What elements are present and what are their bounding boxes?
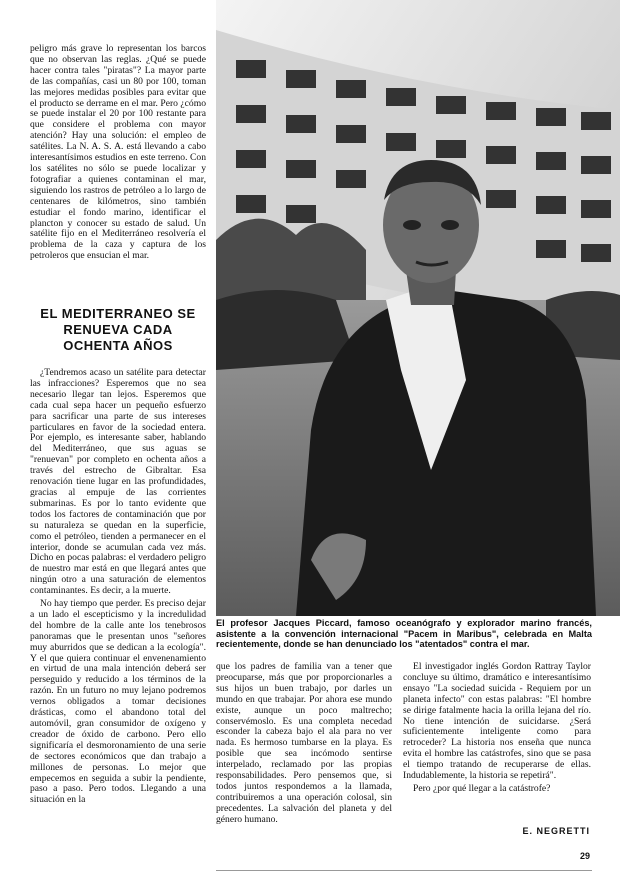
article-column-middle — [216, 662, 392, 862]
portrait-photo — [216, 0, 620, 616]
article-paragraph: El investigador inglés Gordon Rattray Taylor concluye su último, dramático e interesantísimo ensayo "La sociedad suicida - Requiem por un planeta infecto" con estas palabras: "El hombre se dirige fatalmente hacia la orilla lejana del río. No tiene intención de suicidarse. ¿Será suficientemente inteligente como para retroceder? La historia nos enseña que nunca evita el hombre las catástrofes, sino que se pasa el tiempo tratando de recuperarse de ellas. Indudablemente, la historia se repetirá". — [403, 662, 591, 782]
photo-caption: El profesor Jacques Piccard, famoso oceanógrafo y explorador marino francés, asistente a la convención internacional "Pacem in Maribus", celebrada en Malta recientemente, donde se han denunciado los "atentados" contra el mar. — [216, 618, 592, 650]
article-column-left-top — [30, 44, 206, 282]
article-paragraph: peligro más grave lo representan los barcos que no observan las reglas. ¿Qué se puede hacer contra tales "piratas"? La mayor parte de las compañías, casi un 80 por 100, toman las mejores medidas posibles para evitar que el producto se derrame en el mar. Pero ¿cómo se puede instalar el 20 por 100 restante para que considere el problema con mayor atención? Hay una solución: el empleo de satélites. La N. A. S. A. está llevando a cabo interesantísimos estudios en este terreno. Con los satélites no sólo se puede localizar y fotografiar a quienes contaminan el mar, siguiendo los rastros de petróleo a lo largo de centenares de kilómetros, sino también estudiar el fondo marino, identificar el plancton y conocer su estado de salud. Un satélite fijo en el Mediterráneo resolvería el problema de la caza y captura de los petroleros que ensucian el mar. — [30, 44, 206, 262]
article-column-right — [403, 662, 591, 822]
photo-portrait-icon — [216, 0, 620, 616]
footer-divider — [216, 870, 592, 871]
article-paragraph: que los padres de familia van a tener que preocuparse, más que por proporcionarles a sus hijos un buen trabajo, por darles un mundo en que trabajar. Por ahora ese mundo existe, aunque un poco maltrecho; conservémoslo. Es una completa necedad esconder la cabeza bajo el ala para no ver nada. Es hermoso tumbarse en la playa. Es posible que sea incómodo sentirse interpelado, reclamado por las propias responsabilidades. Pero pensemos que, si todos juntos respondemos a la llamada, contribuiremos a una operación colosal, sin precedentes. La salvación del planeta y del género humano. — [216, 662, 392, 825]
author-signature: E. NEGRETTI — [522, 826, 590, 836]
article-paragraph: No hay tiempo que perder. Es preciso dejar a un lado el escepticismo y la incredulidad del hombre de la calle ante los tenebrosos panoramas que le presentan unos "señores muy aburridos que se dedican a la ecología". Y el que quiera continuar el envenenamiento en virtud de una mala intención deberá ser perseguido y reducido a los términos de la razón. En un futuro no muy lejano podremos vernos obligados a tomar decisiones drásticas, como el abandono total del automóvil, gran consumidor de oxígeno y creador de óxido de carbono. Pero ello significaría el desmoronamiento de una serie de sectores económicos que dan trabajo a millones de personas. Lo mejor que empecemos en seguida a subir la pendiente, paso a paso. Pero todos. Llegando a una situación en la — [30, 598, 206, 806]
article-column-left-bottom — [30, 368, 206, 858]
section-heading: EL MEDITERRANEO SE RENUEVA CADA OCHENTA AÑOS — [40, 306, 196, 353]
page-number: 29 — [579, 851, 590, 861]
article-paragraph: Pero ¿por qué llegar a la catástrofe? — [413, 782, 551, 794]
article-paragraph: ¿Tendremos acaso un satélite para detectar las infracciones? Esperemos que no sea necesario llegar tan lejos. Esperemos que cada cual sepa hacer un pequeño esfuerzo para sacrificar una parte de sus intereses particulares en favor de la sociedad entera. Por ejemplo, es interesante saber, hablando del Mediterráneo, que sus aguas se "renuevan" por completo en ochenta años a través del estrecho de Gibraltar. Esa renovación tiene lugar en las profundidades, gracias al empuje de las corrientes submarinas. Es por lo tanto evidente que todos los factores de contaminación que por su naturaleza se quedan en la superficie, como el petróleo, tienden a permanecer en el interior, donde se acumulan cada vez más. Dicho en pocas palabras: el verdadero peligro de nuestro mar está en que llegará antes que ningún otro a una saturación de elementos contaminantes. Es decir, a la muerte. — [30, 368, 206, 597]
